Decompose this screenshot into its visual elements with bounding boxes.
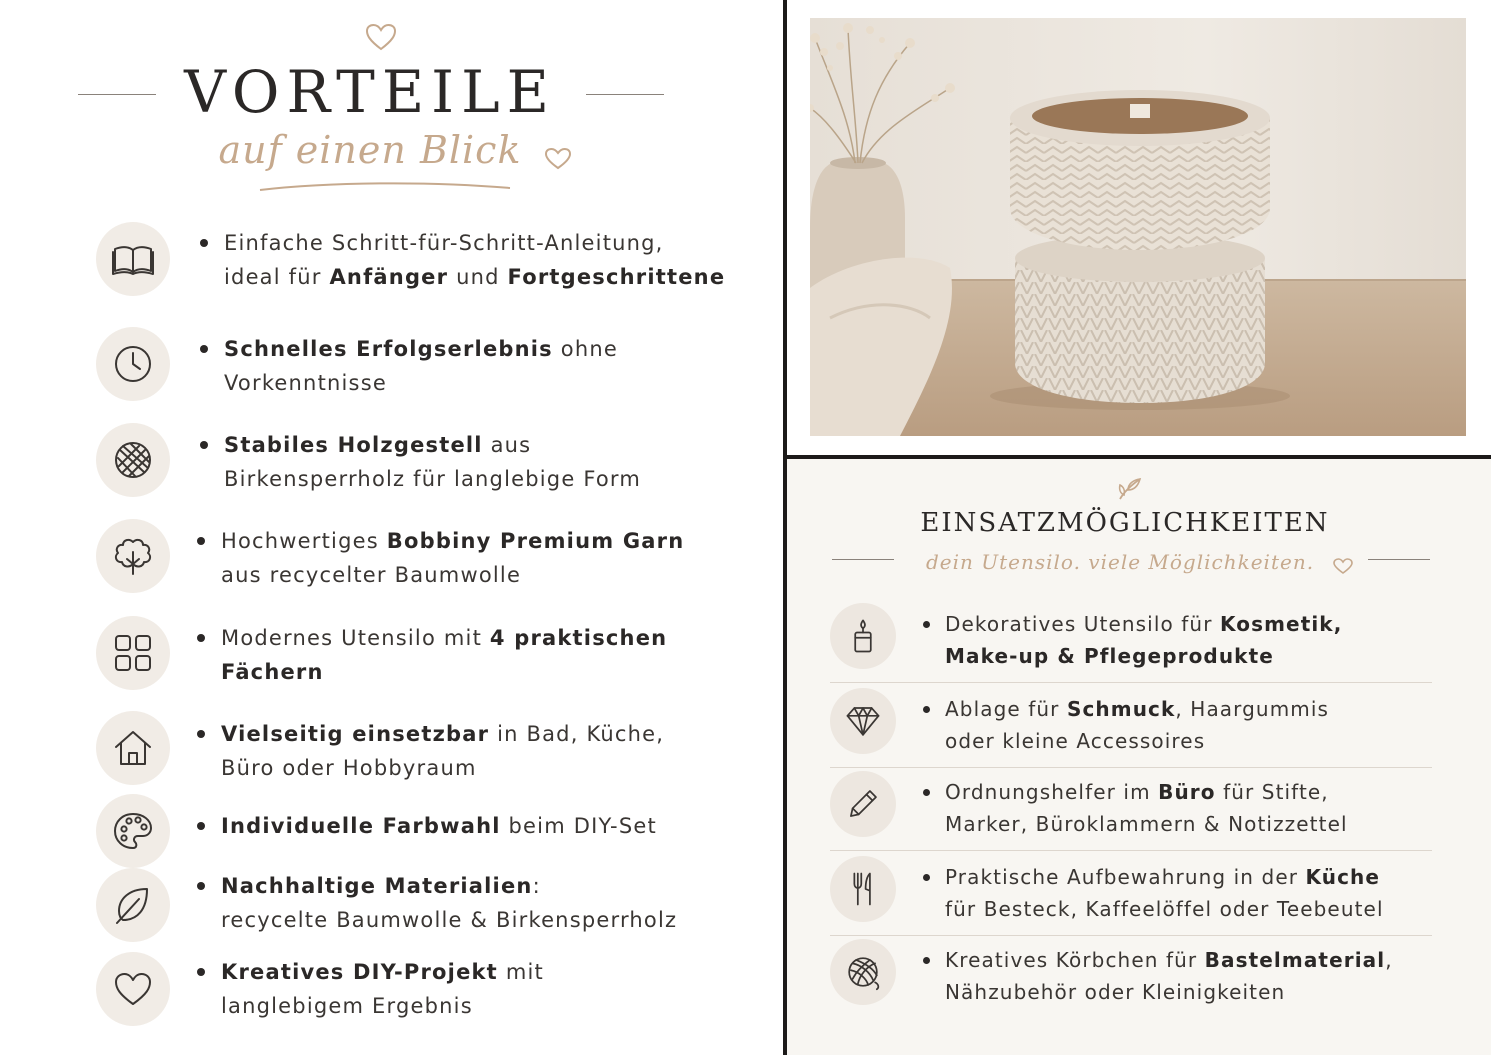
candle-icon-badge: [830, 603, 896, 669]
uses-subtitle: dein Utensilo. viele Möglichkeiten.: [925, 550, 1315, 574]
yarn-ball-icon-badge: [830, 939, 896, 1005]
horizontal-divider: [787, 455, 1491, 459]
uses-title: EINSATZMÖGLICHKEITEN: [920, 508, 1330, 538]
wood-grain-icon-badge: [96, 423, 170, 497]
use-case-text: Ordnungshelfer im Büro für Stifte, Marker, Büroklammern & Notizzettel: [945, 780, 1348, 836]
use-case-text: Ablage für Schmuck, Haargummis oder kleine Accessoires: [945, 697, 1330, 753]
uses-rule-left: [832, 559, 894, 560]
leaf-sprig-icon: [1116, 476, 1144, 502]
title-rule-right: [586, 94, 664, 95]
diamond-icon: [844, 702, 882, 740]
wood-grain-icon: [111, 438, 155, 482]
clock-icon-badge: [96, 327, 170, 401]
use-case-text: Praktische Aufbewahrung in der Küche für Besteck, Kaffeelöffel oder Teebeutel: [945, 865, 1384, 921]
cutlery-icon: [844, 870, 882, 908]
advantage-text: Individuelle Farbwahl beim DIY-Set: [221, 814, 657, 838]
use-case-text: Dekoratives Utensilo für Kosmetik, Make-up & Pflegeprodukte: [945, 612, 1343, 668]
crochet-baskets-photo: [810, 18, 1466, 436]
bullet-dot: [197, 968, 205, 976]
advantage-text: Kreatives DIY-Projekt mit langlebigem Ergebnis: [221, 960, 544, 1018]
pencil-icon-badge: [830, 771, 896, 837]
book-icon-badge: [96, 222, 170, 296]
advantage-text: Einfache Schritt-für-Schritt-Anleitung, ideal für Anfänger und Fortgeschrittene: [224, 231, 726, 289]
bullet-dot: [923, 706, 930, 713]
advantage-text: Stabiles Holzgestell aus Birkensperrholz für langlebige Form: [224, 433, 642, 491]
bullet-dot: [923, 789, 930, 796]
clock-icon: [111, 342, 155, 386]
bullet-dot: [197, 537, 205, 545]
title-rule-left: [78, 94, 156, 95]
book-icon: [111, 237, 155, 281]
bullet-dot: [197, 634, 205, 642]
use-case-separator: [830, 682, 1432, 683]
advantage-text: Nachhaltige Materialien: recycelte Baumwolle & Birkensperrholz: [221, 874, 678, 932]
bullet-dot: [197, 882, 205, 890]
heart-outline-icon: [364, 22, 398, 52]
palette-icon-badge: [96, 794, 170, 868]
underline-swoosh: [258, 178, 513, 194]
candle-icon: [844, 617, 882, 655]
bullet-dot: [197, 730, 205, 738]
bullet-dot: [200, 345, 208, 353]
cotton-icon: [111, 534, 155, 578]
advantage-text: Schnelles Erfolgserlebnis ohne Vorkenntnisse: [224, 337, 618, 395]
leaf-icon-badge: [96, 868, 170, 942]
bullet-dot: [197, 822, 205, 830]
use-case-text: Kreatives Körbchen für Bastelmaterial, Nähzubehör oder Kleinigkeiten: [945, 948, 1393, 1004]
cutlery-icon-badge: [830, 856, 896, 922]
use-case-separator: [830, 850, 1432, 851]
bullet-dot: [923, 874, 930, 881]
grid-icon-badge: [96, 616, 170, 690]
uses-rule-right: [1368, 559, 1430, 560]
page-title: VORTEILE: [184, 58, 556, 126]
house-icon-badge: [96, 711, 170, 785]
advantage-text: Modernes Utensilo mit 4 praktischen Fächern: [221, 626, 668, 684]
bullet-dot: [200, 441, 208, 449]
diamond-icon-badge: [830, 688, 896, 754]
heart-outline-icon: [543, 146, 573, 170]
leaf-icon: [111, 883, 155, 927]
heart-icon: [111, 967, 155, 1011]
bullet-dot: [923, 621, 930, 628]
cotton-icon-badge: [96, 519, 170, 593]
advantage-text: Vielseitig einsetzbar in Bad, Küche, Büro oder Hobbyraum: [221, 722, 665, 780]
heart-icon-badge: [96, 952, 170, 1026]
pencil-icon: [844, 785, 882, 823]
palette-icon: [111, 809, 155, 853]
advantage-text: Hochwertiges Bobbiny Premium Garn aus recycelter Baumwolle: [221, 529, 685, 587]
house-icon: [111, 726, 155, 770]
heart-outline-icon: [1332, 557, 1354, 575]
use-case-separator: [830, 767, 1432, 768]
page-subtitle: auf einen Blick: [218, 128, 522, 172]
grid-icon: [111, 631, 155, 675]
use-case-separator: [830, 935, 1432, 936]
yarn-ball-icon: [844, 953, 882, 991]
bullet-dot: [923, 957, 930, 964]
bullet-dot: [200, 239, 208, 247]
